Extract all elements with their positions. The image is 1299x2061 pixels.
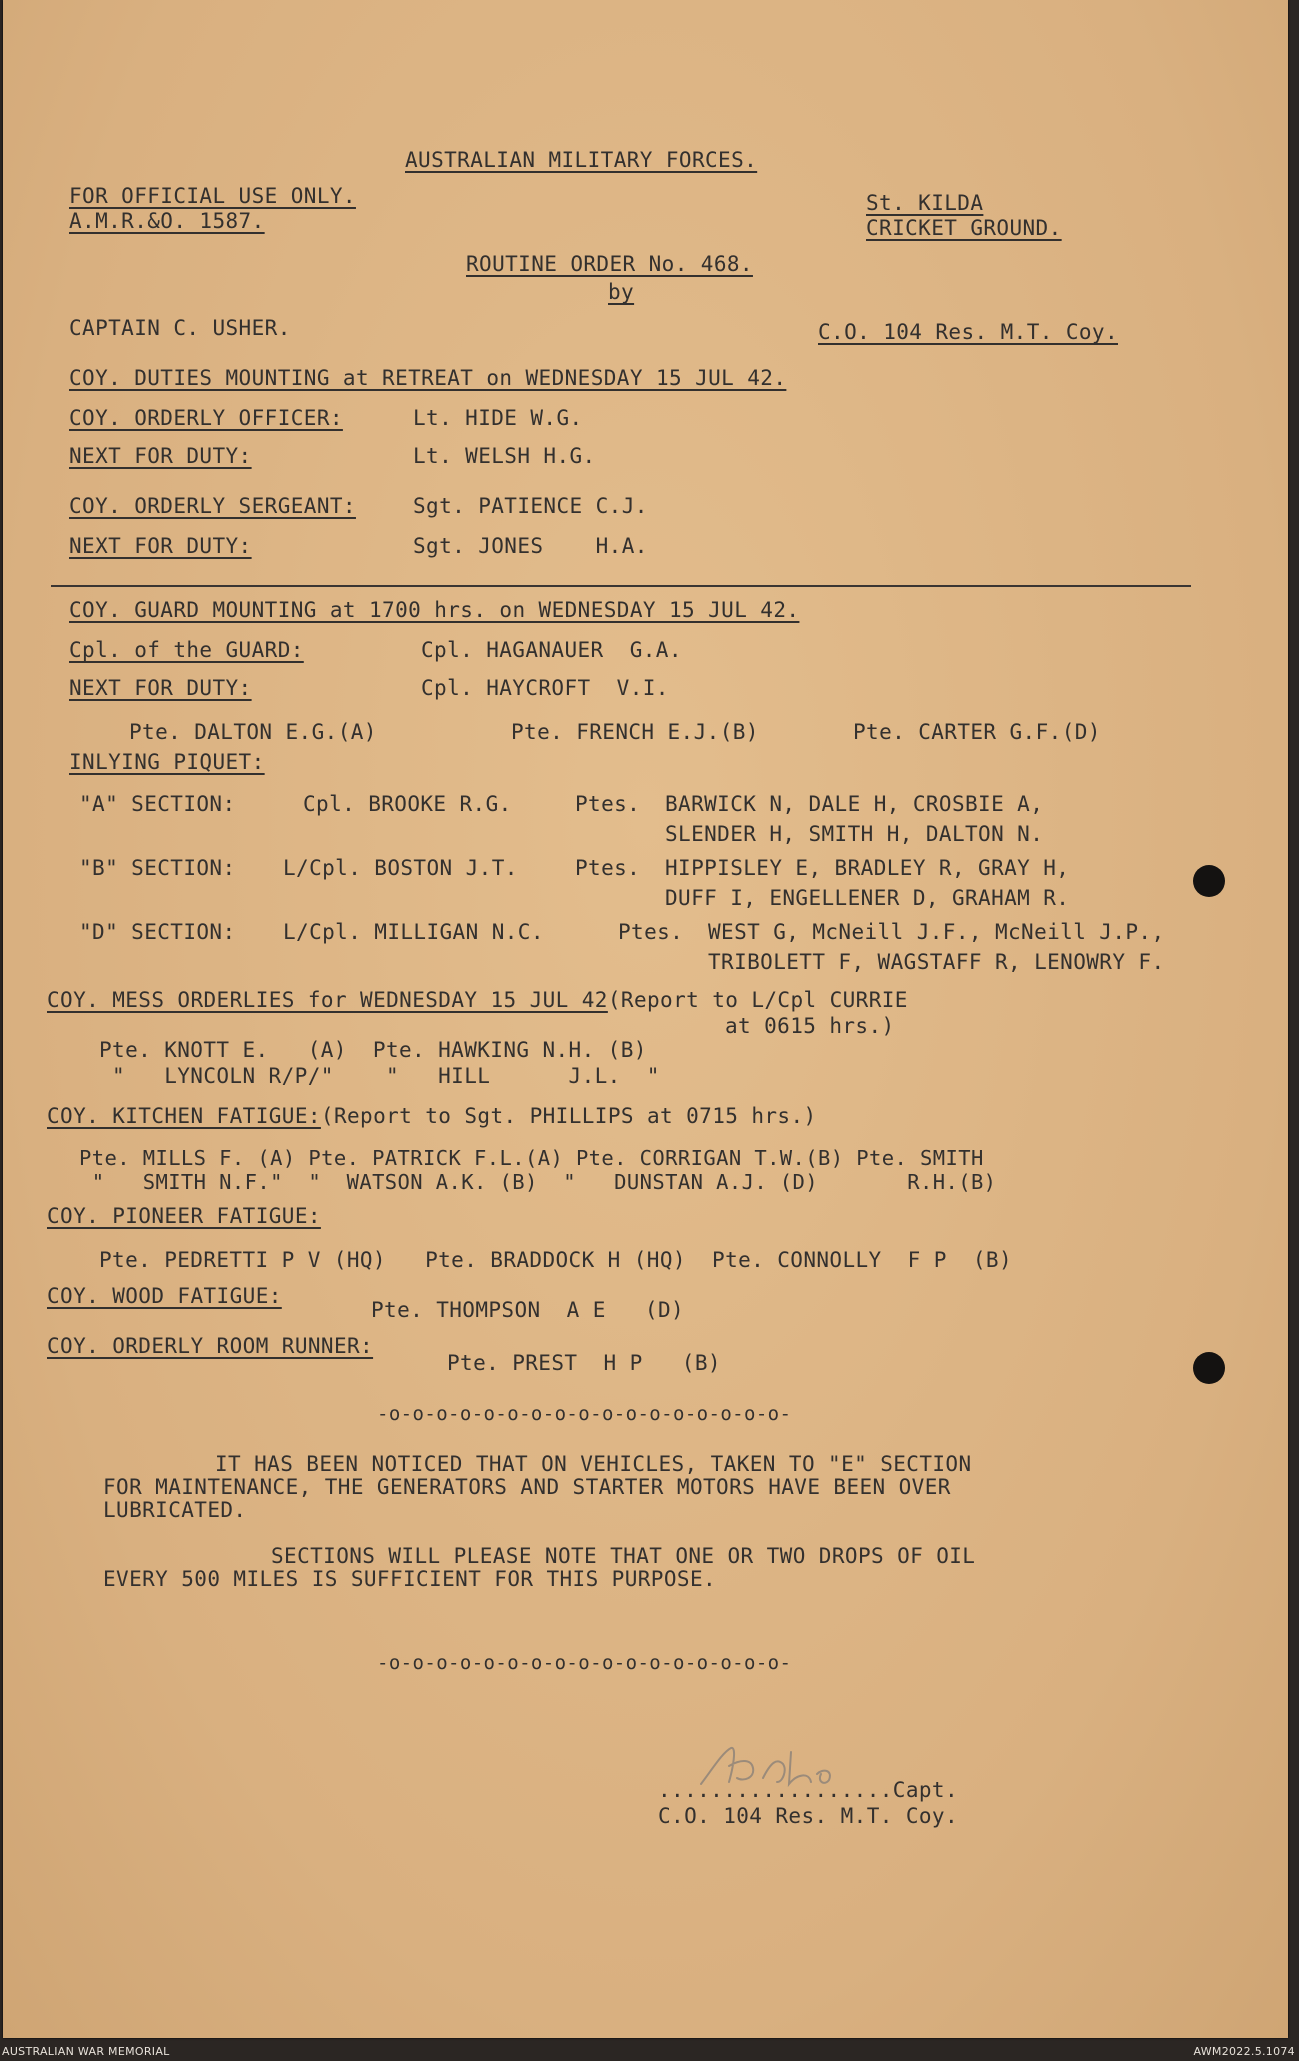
duty-value: Lt. WELSH H.G. (413, 444, 596, 468)
duty-label: NEXT FOR DUTY: (69, 534, 252, 558)
guard-private: Pte. DALTON E.G.(A) (129, 720, 377, 744)
guard-label: NEXT FOR DUTY: (69, 676, 252, 700)
runner-line: Pte. PREST H P (B) (447, 1351, 721, 1375)
document-title: AUSTRALIAN MILITARY FORCES. (405, 148, 758, 172)
kitchen-fatigue-line: Pte. MILLS F. (A) Pte. PATRICK F.L.(A) Pte. CORRIGAN T.W.(B) Pte. SMITH (79, 1146, 984, 1170)
guard-private: Pte. FRENCH E.J.(B) (511, 720, 759, 744)
piquet-nco: Cpl. BROOKE R.G. (303, 792, 512, 816)
kitchen-heading: COY. KITCHEN FATIGUE: (47, 1104, 321, 1128)
kitchen-note: (Report to Sgt. PHILLIPS at 0715 hrs.) (320, 1104, 817, 1128)
notice-text: FOR MAINTENANCE, THE GENERATORS AND STARTER MOTORS HAVE BEEN OVER (103, 1475, 951, 1499)
mess-note: (Report to L/Cpl CURRIE (607, 988, 908, 1012)
piquet-members: SLENDER H, SMITH H, DALTON N. (665, 822, 1044, 846)
by-label: by (608, 280, 635, 304)
piquet-members: TRIBOLETT F, WAGSTAFF R, LENOWRY F. (708, 950, 1165, 974)
mess-heading: COY. MESS ORDERLIES for WEDNESDAY 15 JUL 42 (47, 988, 608, 1012)
piquet-ptes-label: Ptes. (575, 792, 641, 816)
guard-label: Cpl. of the GUARD: (69, 638, 304, 662)
separator-line: -o-o-o-o-o-o-o-o-o-o-o-o-o-o-o-o-o- (377, 1403, 792, 1425)
piquet-ptes-label: Ptes. (575, 856, 641, 880)
duty-value: Sgt. JONES H.A. (413, 534, 648, 558)
notice-text: EVERY 500 MILES IS SUFFICIENT FOR THIS PURPOSE. (103, 1567, 717, 1591)
footer-left: AUSTRALIAN WAR MEMORIAL (2, 2045, 170, 2058)
officer-name: CAPTAIN C. USHER. (69, 316, 291, 340)
unit-name: C.O. 104 Res. M.T. Coy. (818, 320, 1118, 344)
notice-text: LUBRICATED. (103, 1498, 247, 1522)
punch-hole (1193, 865, 1225, 897)
runner-heading: COY. ORDERLY ROOM RUNNER: (47, 1334, 374, 1358)
duty-value: Lt. HIDE W.G. (413, 406, 583, 430)
footer-right: AWM2022.5.1074 (1193, 2045, 1295, 2058)
document-sheet (3, 0, 1288, 2038)
section-divider (51, 585, 1191, 587)
guard-value: Cpl. HAGANAUER G.A. (421, 638, 682, 662)
pioneer-fatigue-line: Pte. PEDRETTI P V (HQ) Pte. BRADDOCK H (HQ) Pte. CONNOLLY F P (B) (99, 1248, 1013, 1272)
piquet-members: DUFF I, ENGELLENER D, GRAHAM R. (665, 886, 1070, 910)
wood-fatigue-line: Pte. THOMPSON A E (D) (371, 1298, 685, 1322)
duty-label: COY. ORDERLY SERGEANT: (69, 494, 356, 518)
guard-value: Cpl. HAYCROFT V.I. (421, 676, 669, 700)
mess-orderlies-line: " LYNCOLN R/P/" " HILL J.L. " (99, 1064, 660, 1088)
notice-text: IT HAS BEEN NOTICED THAT ON VEHICLES, TAKEN TO "E" SECTION (215, 1452, 972, 1476)
piquet-members: HIPPISLEY E, BRADLEY R, GRAY H, (665, 856, 1070, 880)
piquet-section-label: "B" SECTION: (79, 856, 236, 880)
mess-orderlies-line: Pte. KNOTT E. (A) Pte. HAWKING N.H. (B) (99, 1038, 647, 1062)
separator-line: -o-o-o-o-o-o-o-o-o-o-o-o-o-o-o-o-o- (377, 1652, 792, 1674)
kitchen-fatigue-line: " SMITH N.F." " WATSON A.K. (B) " DUNSTAN A.J. (D) R.H.(B) (79, 1170, 997, 1194)
kitchen-heading-line (47, 1106, 817, 1127)
piquet-ptes-label: Ptes. (618, 920, 684, 944)
location-line-1: St. KILDA (866, 191, 984, 215)
reference-number: A.M.R.&O. 1587. (69, 209, 265, 233)
wood-heading: COY. WOOD FATIGUE: (47, 1284, 282, 1308)
duty-value: Sgt. PATIENCE C.J. (413, 494, 648, 518)
notice-text: SECTIONS WILL PLEASE NOTE THAT ONE OR TWO DROPS OF OIL (271, 1544, 976, 1568)
piquet-section-label: "D" SECTION: (79, 920, 236, 944)
location-line-2: CRICKET GROUND. (866, 216, 1062, 240)
duty-label: NEXT FOR DUTY: (69, 444, 252, 468)
piquet-members: BARWICK N, DALE H, CROSBIE A, (665, 792, 1044, 816)
routine-order-number: ROUTINE ORDER No. 468. (466, 252, 753, 276)
piquet-nco: L/Cpl. BOSTON J.T. (283, 856, 518, 880)
guard-heading: COY. GUARD MOUNTING at 1700 hrs. on WEDNESDAY 15 JUL 42. (69, 598, 800, 622)
piquet-heading: INLYING PIQUET: (69, 750, 265, 774)
mess-heading-line (47, 990, 908, 1011)
duty-label: COY. ORDERLY OFFICER: (69, 406, 343, 430)
pioneer-heading: COY. PIONEER FATIGUE: (47, 1204, 321, 1228)
duties-heading-text: COY. DUTIES MOUNTING at RETREAT on WEDNESDAY 15 JUL 42. (69, 366, 787, 390)
signature-unit: C.O. 104 Res. M.T. Coy. (658, 1804, 958, 1828)
duties-heading (69, 368, 786, 389)
piquet-section-label: "A" SECTION: (79, 792, 236, 816)
guard-private: Pte. CARTER G.F.(D) (853, 720, 1101, 744)
piquet-nco: L/Cpl. MILLIGAN N.C. (283, 920, 544, 944)
official-use-label: FOR OFFICIAL USE ONLY. (69, 184, 356, 208)
piquet-members: WEST G, McNeill J.F., McNeill J.P., (708, 920, 1165, 944)
mess-note-time: at 0615 hrs.) (725, 1014, 895, 1038)
punch-hole (1193, 1352, 1225, 1384)
signature-line: ..................Capt. (658, 1778, 958, 1802)
